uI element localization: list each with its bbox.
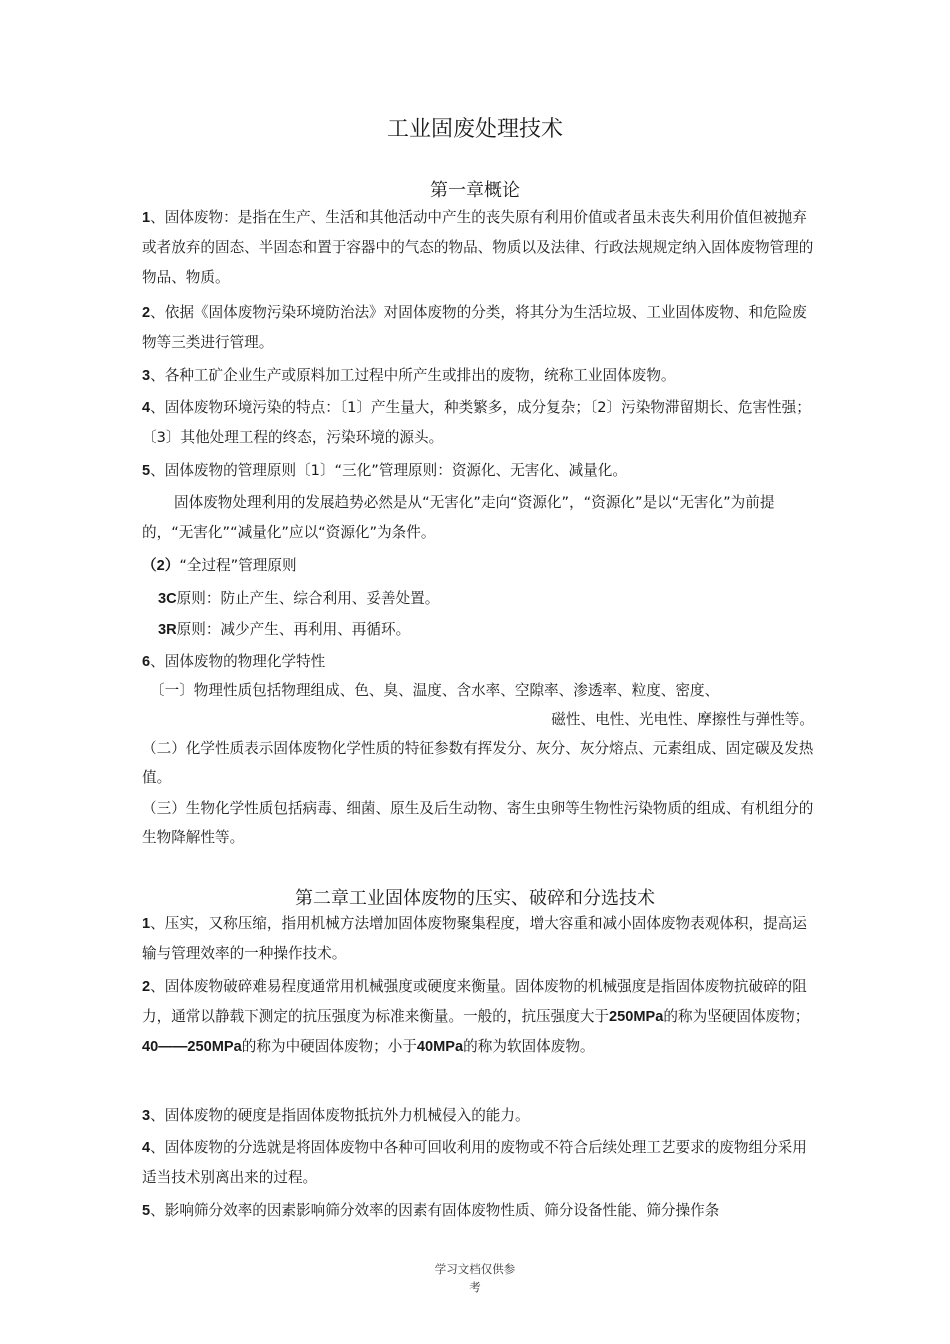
paragraph [142,551,814,581]
paragraph-text: 、固体废物的分选就是将固体废物中各种可回收利用的废物或不符合后续处理工艺要求的废物组分采用适当技术别离出来的过程。 [142,1139,807,1186]
item-number: 4 [142,1140,151,1156]
paragraph [142,972,814,1062]
paragraph-text: 原则：减少产生、再利用、再循环。 [176,621,411,638]
paragraph-text: 、固体废物的硬度是指固体废物抵抗外力机械侵入的能力。 [150,1107,530,1124]
item-number: 3 [142,368,151,384]
paragraph-text: 的称为中硬固体废物；小于 [241,1038,417,1055]
paragraph-text: 、固体废物：是指在生产、生活和其他活动中产生的丧失原有利用价值或者虽未丧失利用价值但被抛弃或者放弃的固态、半固态和置于容器中的气态的物品、物质以及法律、行政法规规定纳入固体废物管理的物品、物质。 [142,209,814,286]
item-number: 4 [142,400,151,416]
paragraph-text: 的称为坚硬固体废物； [663,1008,810,1025]
page-footer [0,1260,950,1296]
paragraph-text: “全过程”管理原则 [179,557,297,574]
paragraph [142,393,814,453]
value-40mpa: 40MPa [416,1039,464,1055]
paragraph [142,298,814,358]
paragraph [142,203,814,293]
paragraph: 固体废物处理利用的发展趋势必然是从“无害化”走向“资源化”，“资源化”是以“无害化”为前提的，“无害化”“减量化”应以“资源化”为条件。 [142,494,775,541]
paragraph-text: 、影响筛分效率的因素影响筛分效率的因素有固体废物性质、筛分设备性能、筛分操作条 [150,1202,720,1219]
paragraph-text: 、依据《固体废物污染环境防治法》对固体废物的分类，将其分为生活垃圾、工业固体废物、和危险废物等三类进行管理。 [142,304,807,351]
value-40-250mpa: 40——250MPa [142,1039,242,1055]
document-title: 工业固废处理技术 [386,117,563,142]
paragraph [158,584,830,614]
chapter-1-heading: 第一章概论 [430,180,520,201]
paragraph: 〔一〕物理性质包括物理组成、色、臭、温度、含水率、空隙率、渗透率、粒度、密度、 [150,682,720,699]
paragraph-text: 、各种工矿企业生产或原料加工过程中所产生或排出的废物，统称工业固体废物。 [150,367,676,384]
paragraph-text: 、压实，又称压缩，指用机械方法增加固体废物聚集程度，增大容重和减小固体废物表观体积，提高运输与管理效率的一种操作技术。 [142,915,807,962]
item-number: 5 [142,463,151,479]
item-number: 1 [142,210,151,226]
paragraph-text: 、固体废物的管理原则〔1〕“三化”管理原则：资源化、无害化、减量化。 [150,462,627,479]
paragraph-text: 原则：防止产生、综合利用、妥善处置。 [176,590,440,607]
item-label: 3R [158,622,177,638]
footer-line: 学习文档仅供参 [434,1262,516,1276]
item-number: 2 [142,305,151,321]
item-number: 2 [142,979,151,995]
chapter-2-heading: 第二章工业固体废物的压实、破碎和分选技术 [295,888,655,909]
item-number: 1 [142,916,151,932]
paragraph-text: 、固体废物破碎难易程度通常用机械强度或硬度来衡量。固体废物的机械强度是指固体废物抗破碎的阻力，通常以静载下测定的抗压强度为标准来衡量。一般的，抗压强度大于 [142,978,807,1025]
footer-line: 考 [469,1280,481,1294]
item-number: （2） [142,558,180,574]
value-250mpa: 250MPa [609,1009,664,1025]
paragraph [142,1133,814,1193]
item-label: 3C [158,591,177,607]
paragraph [142,361,814,391]
item-number: 5 [142,1203,151,1219]
paragraph-text: 的称为软固体废物。 [463,1038,595,1055]
paragraph [142,456,814,486]
paragraph [142,1196,814,1226]
paragraph: （三）生物化学性质包括病毒、细菌、原生及后生动物、寄生虫卵等生物性污染物质的组成、有机组分的生物降解性等。 [142,800,814,846]
paragraph-text: 、固体废物的物理化学特性 [150,653,326,670]
paragraph [142,647,814,677]
item-number: 3 [142,1108,151,1124]
paragraph [142,1101,814,1131]
paragraph [142,909,814,969]
paragraph: （二）化学性质表示固体废物化学性质的特征参数有挥发分、灰分、灰分熔点、元素组成、固定碳及发热值。 [142,740,814,786]
item-number: 6 [142,654,151,670]
paragraph: 磁性、电性、光电性、摩擦性与弹性等。 [551,711,814,728]
paragraph-text: 、固体废物环境污染的特点：〔1〕产生量大，种类繁多，成分复杂；〔2〕污染物滞留期长、危害性强；〔3〕其他处理工程的终态，污染环境的源头。 [142,399,811,446]
paragraph [158,615,830,645]
